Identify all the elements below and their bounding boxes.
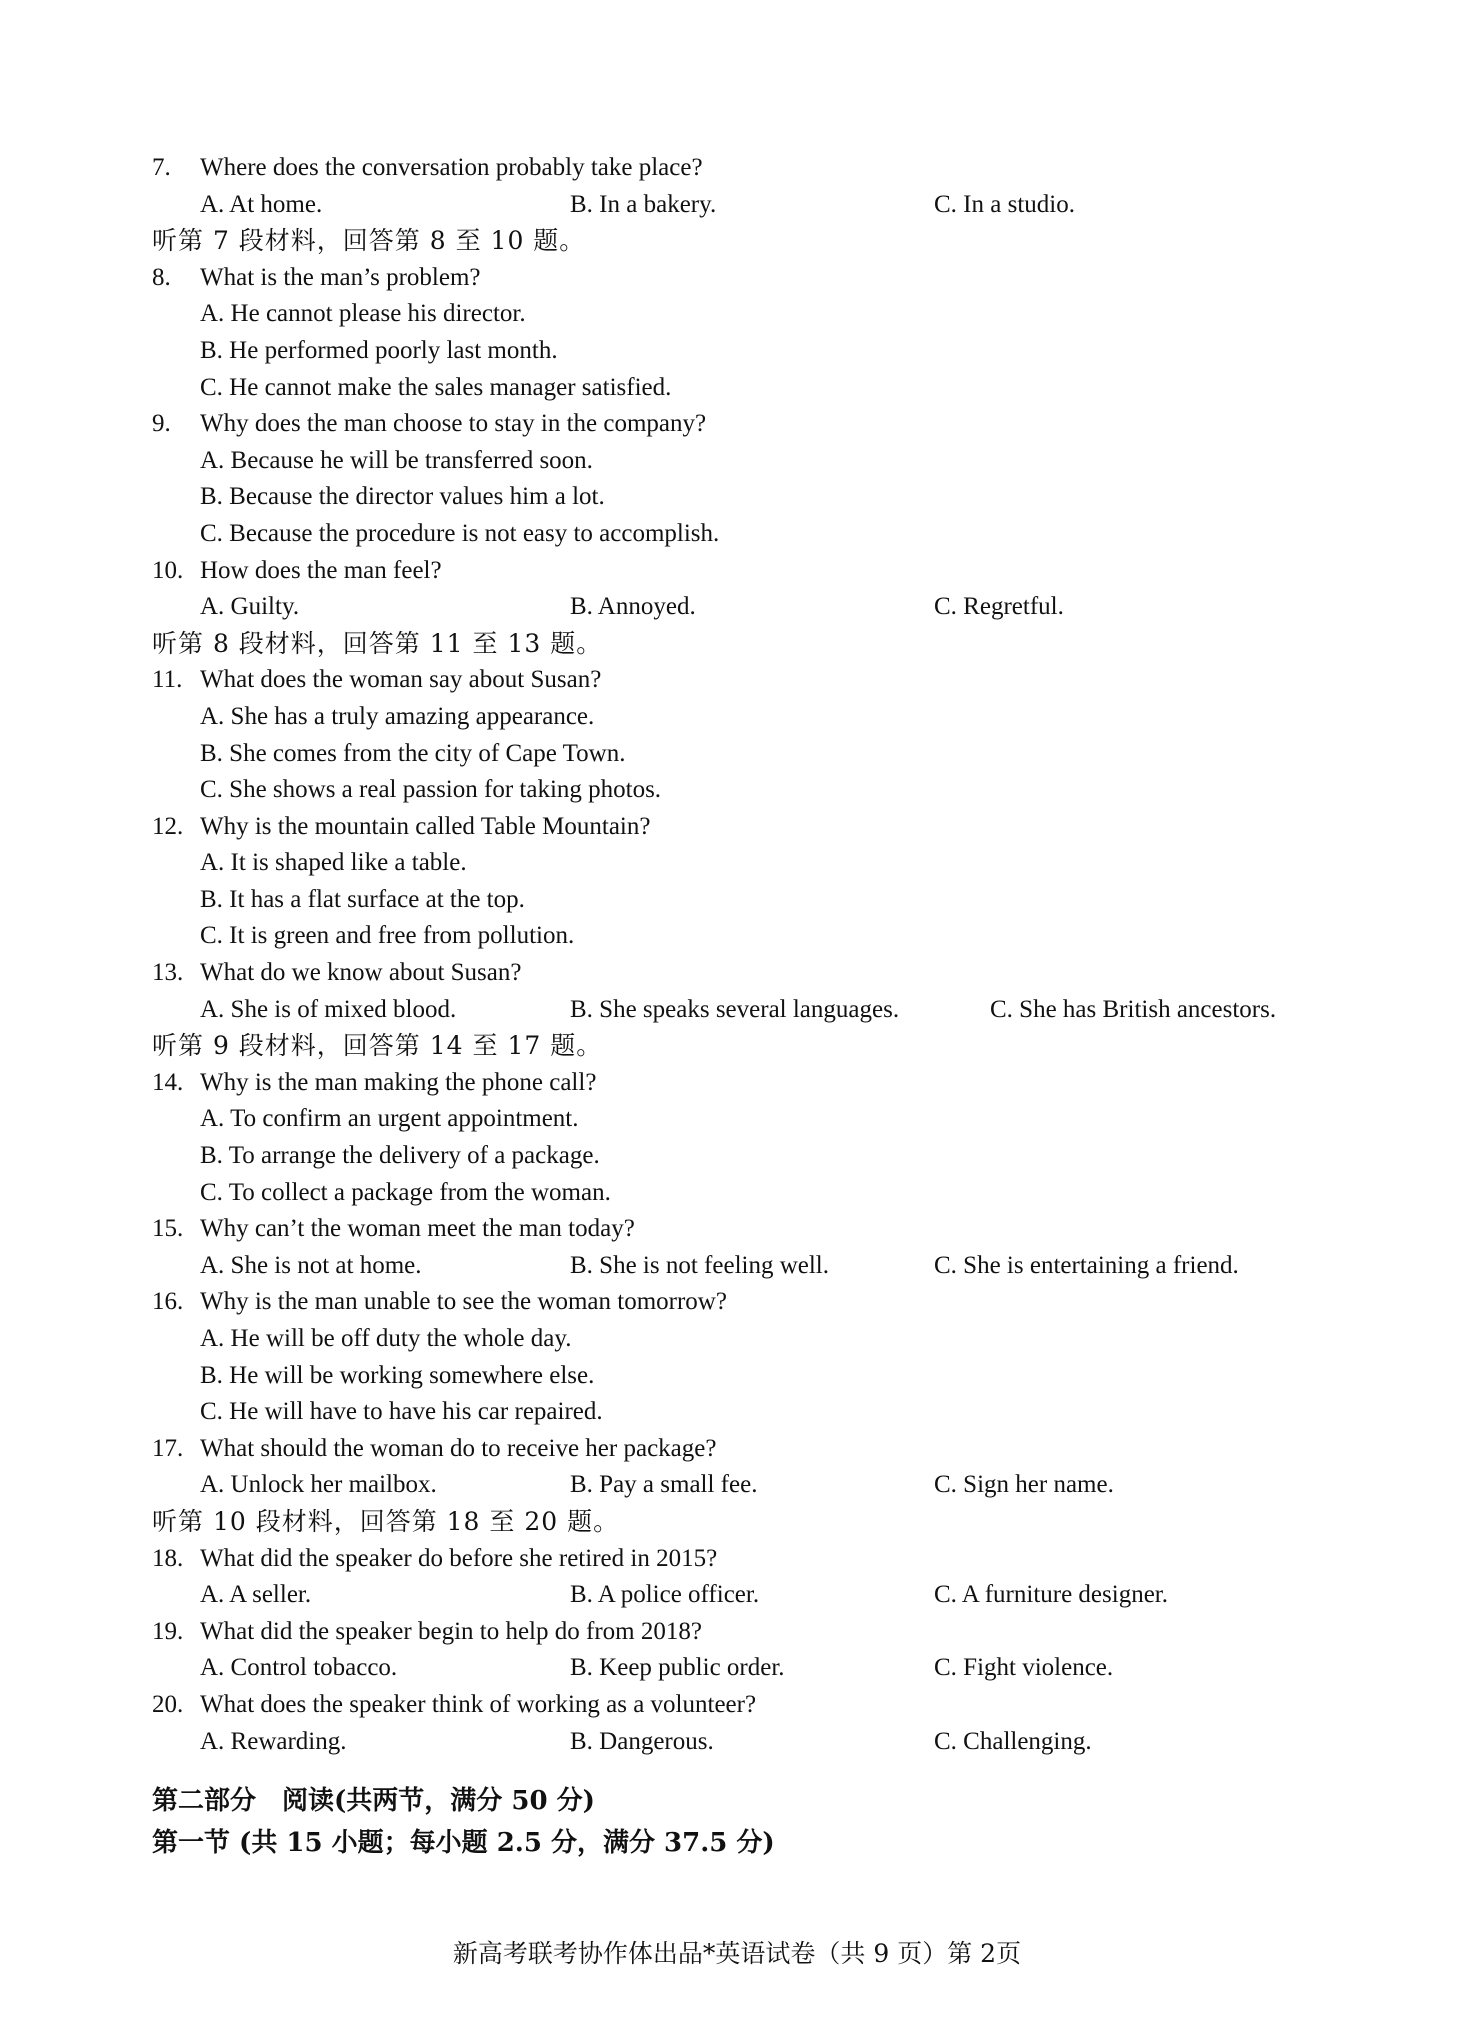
question-stem: What is the man’s problem? (200, 263, 481, 291)
listening-instruction: 听第 8 段材料，回答第 11 至 13 题。 (152, 628, 603, 658)
answer-option: C. She is entertaining a friend. (934, 1251, 1239, 1279)
answer-option: B. She speaks several languages. (570, 995, 900, 1023)
question-stem: Why is the man making the phone call? (200, 1068, 597, 1096)
question-number: 7. (152, 154, 171, 181)
answer-option-line (152, 1175, 1392, 1212)
question-stem: How does the man feel? (200, 556, 442, 584)
answer-option: C. He cannot make the sales manager satisfied. (200, 373, 672, 401)
question-number: 11. (152, 666, 183, 694)
answer-option: C. To collect a package from the woman. (200, 1178, 611, 1206)
question-number: 19. (152, 1617, 184, 1645)
question-line (152, 1541, 1392, 1578)
answer-options-row (152, 187, 1392, 224)
answer-option-line (152, 296, 1392, 333)
answer-option-line (152, 516, 1392, 553)
question-stem: Where does the conversation probably take place? (200, 154, 703, 181)
answer-option-line (152, 1321, 1392, 1358)
question-line (152, 260, 1392, 297)
answer-option-line (152, 443, 1392, 480)
answer-option-line (152, 736, 1392, 773)
question-number: 17. (152, 1434, 184, 1462)
answer-option: A. At home. (200, 190, 323, 218)
answer-option: B. Keep public order. (570, 1654, 785, 1682)
answer-option-line (152, 1138, 1392, 1175)
answer-option: C. It is green and free from pollution. (200, 922, 575, 950)
question-number: 14. (152, 1068, 184, 1096)
answer-option: A. Rewarding. (200, 1727, 347, 1755)
answer-option-line (152, 918, 1392, 955)
answer-option-line (152, 370, 1392, 407)
question-number: 12. (152, 812, 184, 840)
answer-option: C. In a studio. (934, 190, 1075, 218)
answer-option: A. Because he will be transferred soon. (200, 446, 593, 474)
question-stem: What does the speaker think of working as a volunteer? (200, 1690, 757, 1718)
question-line (152, 955, 1392, 992)
question-line (152, 1211, 1392, 1248)
question-list (152, 150, 1392, 1864)
answer-options-row (152, 992, 1392, 1029)
question-line (152, 1687, 1392, 1724)
question-number: 18. (152, 1544, 184, 1572)
question-line (152, 1065, 1392, 1102)
question-line (152, 553, 1392, 590)
question-stem: What should the woman do to receive her package? (200, 1434, 717, 1462)
answer-option: B. Annoyed. (570, 593, 696, 621)
answer-option: C. Regretful. (934, 593, 1064, 621)
answer-option: A. She is of mixed blood. (200, 995, 457, 1023)
listening-instruction: 听第 9 段材料，回答第 14 至 17 题。 (152, 1031, 603, 1061)
question-stem: What do we know about Susan? (200, 959, 522, 987)
listening-instruction: 听第 7 段材料，回答第 8 至 10 题。 (152, 226, 586, 256)
answer-option: A. A seller. (200, 1581, 312, 1609)
answer-option: B. In a bakery. (570, 190, 717, 218)
question-number: 16. (152, 1288, 184, 1316)
page-footer: 新高考联考协作体出品*英语试卷（共 9 页）第 2页 (452, 1939, 1022, 1968)
question-line (152, 662, 1392, 699)
answer-option: A. She has a truly amazing appearance. (200, 702, 595, 730)
answer-option: B. Pay a small fee. (570, 1471, 758, 1499)
answer-option: A. Control tobacco. (200, 1654, 398, 1682)
question-stem: Why is the mountain called Table Mountain? (200, 812, 651, 840)
answer-options-row (152, 589, 1392, 626)
question-line (152, 406, 1392, 443)
answer-option: C. Challenging. (934, 1727, 1092, 1755)
answer-option: A. He cannot please his director. (200, 300, 526, 328)
answer-option: A. She is not at home. (200, 1251, 422, 1279)
answer-option: A. Guilty. (200, 593, 300, 621)
answer-option: A. It is shaped like a table. (200, 849, 467, 877)
answer-option: A. He will be off duty the whole day. (200, 1325, 572, 1352)
question-line (152, 1614, 1392, 1651)
question-line (152, 150, 1392, 187)
question-number: 20. (152, 1690, 184, 1718)
answer-options-row (152, 1248, 1392, 1285)
question-number: 9. (152, 410, 171, 438)
answer-option-line (152, 772, 1392, 809)
question-number: 10. (152, 556, 184, 584)
answer-option: C. Fight violence. (934, 1654, 1114, 1682)
question-stem: What does the woman say about Susan? (200, 666, 602, 694)
answer-option-line (152, 845, 1392, 882)
answer-option-line (152, 699, 1392, 736)
answer-option: B. She is not feeling well. (570, 1251, 829, 1279)
answer-option: B. She comes from the city of Cape Town. (200, 739, 626, 767)
question-stem: Why is the man unable to see the woman tomorrow? (200, 1288, 727, 1316)
answer-option: B. A police officer. (570, 1581, 760, 1609)
answer-option-line (152, 882, 1392, 919)
answer-options-row (152, 1724, 1392, 1761)
answer-option-line (152, 1358, 1392, 1395)
answer-option: B. It has a flat surface at the top. (200, 885, 525, 913)
answer-option: C. Sign her name. (934, 1471, 1114, 1499)
answer-option: C. She has British ancestors. (990, 995, 1277, 1023)
listening-instruction: 听第 10 段材料，回答第 18 至 20 题。 (152, 1506, 620, 1536)
question-line (152, 809, 1392, 846)
answer-option: A. Unlock her mailbox. (200, 1471, 437, 1499)
question-stem: What did the speaker begin to help do from 2018? (200, 1617, 702, 1645)
answer-option: B. Because the director values him a lot. (200, 483, 605, 511)
answer-option: C. He will have to have his car repaired. (200, 1398, 603, 1426)
section-header: 第二部分 阅读(共两节，满分 50 分) (152, 1786, 595, 1817)
question-line (152, 1431, 1392, 1468)
question-stem: What did the speaker do before she retired in 2015? (200, 1544, 718, 1572)
answer-option: C. She shows a real passion for taking photos. (200, 776, 662, 804)
answer-option-line (152, 333, 1392, 370)
answer-option: B. Dangerous. (570, 1727, 714, 1755)
answer-option-line (152, 1101, 1392, 1138)
answer-options-row (152, 1467, 1392, 1504)
answer-option: B. He will be working somewhere else. (200, 1361, 595, 1389)
answer-options-row (152, 1577, 1392, 1614)
spacer (152, 1760, 1392, 1780)
question-number: 15. (152, 1215, 184, 1243)
answer-option: B. To arrange the delivery of a package. (200, 1142, 600, 1170)
answer-option: C. A furniture designer. (934, 1581, 1168, 1609)
question-stem: Why can’t the woman meet the man today? (200, 1215, 635, 1243)
answer-option: C. Because the procedure is not easy to accomplish. (200, 519, 720, 547)
answer-option: B. He performed poorly last month. (200, 336, 558, 364)
question-number: 8. (152, 263, 171, 291)
section-header: 第一节 (共 15 小题；每小题 2.5 分，满分 37.5 分) (152, 1828, 775, 1859)
answer-option-line (152, 479, 1392, 516)
question-stem: Why does the man choose to stay in the company? (200, 410, 707, 438)
answer-option: A. To confirm an urgent appointment. (200, 1105, 579, 1133)
question-number: 13. (152, 959, 184, 987)
answer-option-line (152, 1394, 1392, 1431)
question-line (152, 1284, 1392, 1321)
answer-options-row (152, 1650, 1392, 1687)
